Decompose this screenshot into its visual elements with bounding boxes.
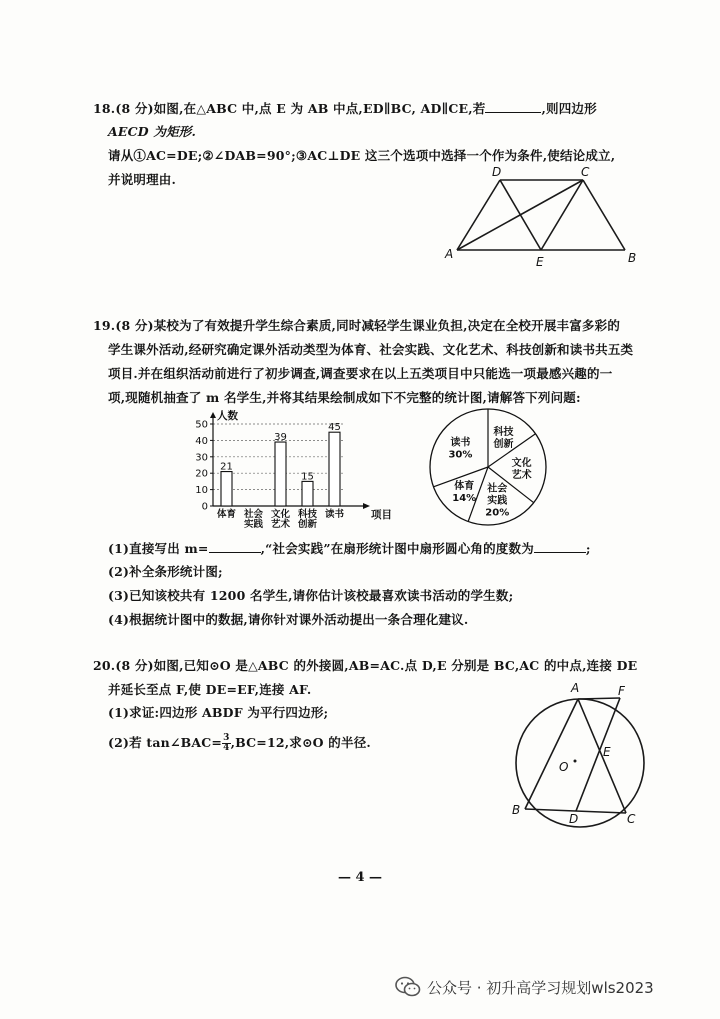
pie-slice-label: 读书 — [450, 437, 471, 449]
q19-sub1-text: (1)直接写出 m= — [108, 541, 209, 556]
page-number: — 4 — — [337, 870, 383, 885]
q19-sub2: (2)补全条形统计图; — [108, 564, 223, 579]
q19-line3: 项目.并在组织活动前进行了初步调查,调查要求在以上五类项目中只能选一项最感兴趣的一 — [108, 366, 613, 381]
q20-label-f: F — [618, 684, 625, 698]
pie-slice-label: 艺术 — [511, 469, 532, 481]
q20-label-e: E — [603, 745, 611, 759]
q18-line3: 请从①AC=DE;②∠DAB=90°;③AC⊥DE 这三个选项中选择一个作为条件,使结论成立, — [108, 148, 616, 163]
pie-slice-label: 科技 — [493, 427, 514, 439]
q18-segment-de — [500, 180, 541, 250]
pie-slice-label: 实践 — [487, 495, 508, 507]
bar-value-label: 45 — [328, 422, 341, 434]
q18-label-c: C — [581, 165, 590, 179]
q20-line4-tail: ,BC=12,求⊙O 的半径. — [230, 735, 371, 750]
bar-ytick-label: 50 — [195, 419, 208, 431]
bar-xlabel: 项目 — [371, 509, 392, 521]
q18-figure — [440, 160, 640, 270]
q18-label-a: A — [445, 247, 454, 261]
q20-frac-den: 4 — [223, 743, 230, 753]
q19-sub1 — [108, 540, 591, 557]
bar-category-label: 科技 — [297, 509, 318, 520]
bar-category-label: 艺术 — [270, 519, 291, 530]
pie-chart — [425, 405, 555, 530]
footer-watermark — [395, 976, 654, 998]
q20-line1: 20.(8 分)如图,已知⊙O 是△ABC 的外接圆,AB=AC.点 D,E 分别是 BC,AC 的中点,连接 DE — [93, 658, 638, 673]
q18-line1-text: 18.(8 分)如图,在△ABC 中,点 E 为 AB 中点,ED∥BC, AD∥CE,若 — [93, 101, 486, 116]
bar-category-label: 读书 — [324, 509, 345, 520]
bar-0 — [221, 472, 232, 506]
wechat-icon — [395, 976, 421, 998]
pie-slice-label: 社会 — [487, 483, 508, 495]
bar-value-label: 21 — [220, 461, 233, 473]
q20-line4 — [108, 734, 371, 753]
q20-label-o: O — [559, 760, 569, 774]
bar-ytick-label: 10 — [195, 485, 208, 497]
q18-line2: AECD 为矩形. — [108, 124, 197, 139]
q18-answer-blank — [485, 100, 541, 113]
q18-line1 — [93, 100, 597, 117]
q20-label-a: A — [571, 681, 580, 695]
q18-segment-cb — [583, 180, 625, 250]
q20-line2: 并延长至点 F,使 DE=EF,连接 AF. — [108, 682, 312, 697]
bar-2 — [275, 442, 286, 506]
bar-ytick-label: 0 — [201, 501, 208, 513]
bar-ytick-label: 20 — [195, 468, 208, 480]
bar-ylabel: 人数 — [217, 410, 238, 422]
bar-category-label: 实践 — [243, 519, 264, 530]
bar-value-label: 15 — [301, 471, 314, 483]
q19-line4: 项,现随机抽查了 m 名学生,并将其结果绘制成如下不完整的统计图,请解答下列问题: — [108, 390, 581, 405]
bar-y-axis-arrow — [210, 412, 216, 418]
q18-label-e: E — [536, 255, 544, 269]
q19-sub4: (4)根据统计图中的数据,请你针对课外活动提出一条合理化建议. — [108, 612, 469, 627]
q18-label-b: B — [628, 251, 637, 265]
q20-circle — [516, 699, 644, 827]
q20-label-c: C — [627, 812, 636, 826]
bar-category-label: 创新 — [297, 519, 318, 530]
bar-chart — [188, 408, 393, 533]
bar-4 — [329, 432, 340, 506]
q18-line1-tail: ,则四边形 — [541, 101, 597, 116]
bar-x-axis-arrow — [363, 503, 370, 509]
bar-category-label: 体育 — [216, 509, 237, 520]
q18-segment-ec — [541, 180, 583, 250]
pie-slice-percent: 30% — [448, 449, 473, 461]
q18-line4: 并说明理由. — [108, 172, 177, 187]
q19-sub1-end: ; — [585, 541, 591, 556]
bar-category-label: 文化 — [270, 509, 291, 520]
pie-slice-percent: 20% — [485, 507, 510, 519]
pie-slice-label: 创新 — [493, 439, 514, 451]
q19-sub1-middle: ,“社会实践”在扇形统计图中扇形圆心角的度数为 — [260, 541, 534, 556]
q19-sub3: (3)已知该校共有 1200 名学生,请你估计该校最喜欢读书活动的学生数; — [108, 588, 514, 603]
pie-slice-label: 体育 — [454, 480, 475, 492]
q20-center-dot — [574, 760, 577, 763]
bar-category-label: 社会 — [243, 509, 264, 520]
q20-line3: (1)求证:四边形 ABDF 为平行四边形; — [108, 705, 329, 720]
footer-text: 公众号 · 初升高学习规划wls2023 — [427, 978, 654, 997]
q19-line1: 19.(8 分)某校为了有效提升学生综合素质,同时减轻学生课业负担,决定在全校开展丰富多彩的 — [93, 318, 621, 333]
bar-ytick-label: 40 — [195, 435, 208, 447]
q20-line4-text: (2)若 tan∠BAC= — [108, 735, 223, 750]
q18-label-d: D — [492, 165, 502, 179]
q19-m-blank — [209, 540, 261, 553]
q20-fraction — [222, 734, 230, 753]
q19-angle-blank — [534, 540, 586, 553]
q20-figure — [505, 678, 655, 828]
q20-segment-ab — [525, 699, 578, 809]
q20-segment-af — [578, 698, 620, 699]
q20-label-b: B — [512, 803, 521, 817]
q20-frac-num: 3 — [223, 733, 230, 743]
q19-line2: 学生课外活动,经研究确定课外活动类型为体育、社会实践、文化艺术、科技创新和读书共五类 — [108, 342, 634, 357]
q20-segment-df — [576, 698, 620, 811]
q20-segment-ac — [578, 699, 626, 813]
q20-label-d: D — [569, 812, 579, 826]
pie-slice-label: 文化 — [511, 457, 532, 469]
pie-slice-percent: 14% — [452, 492, 477, 504]
bar-ytick-label: 30 — [195, 452, 208, 464]
bar-3 — [302, 481, 313, 506]
bar-value-label: 39 — [274, 432, 287, 444]
q18-segment-ad — [457, 180, 500, 250]
